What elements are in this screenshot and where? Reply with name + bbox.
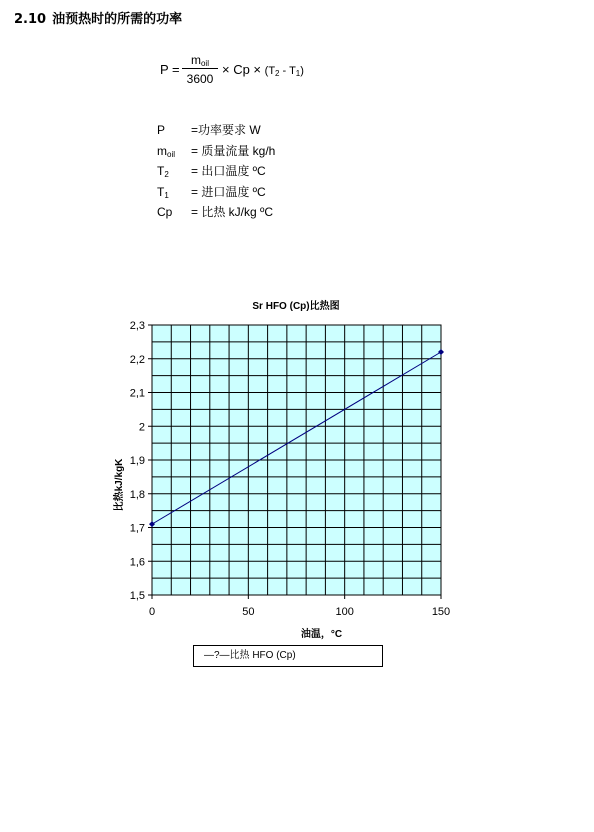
- chart-title: Sr HFO (Cp)比热图: [252, 301, 340, 312]
- definition-row: $m_{oil}$ = 质量流量 kg/h: [157, 143, 276, 159]
- definition-row: $T_1$ = 进口温度 ºC: [157, 184, 266, 200]
- formula-numerator: $m_{oil}$: [190, 53, 209, 68]
- definitions-list: [157, 122, 275, 225]
- definition-row: P =功率要求 W: [157, 123, 261, 137]
- x-tick-label: 50: [242, 606, 255, 618]
- section-heading: [14, 8, 182, 27]
- chart-legend: —?—比热 HFO (Cp): [193, 645, 383, 667]
- cp-chart: [100, 310, 480, 640]
- y-tick-label: 2,2: [129, 353, 145, 366]
- y-tick-label: 1,5: [129, 590, 145, 602]
- fraction-bar: [182, 68, 218, 69]
- y-tick-label: 2: [138, 421, 145, 434]
- definition-row: Cp = 比热 kJ/kg ºC: [157, 205, 274, 219]
- formula-denominator: 3600: [186, 72, 214, 86]
- y-axis-label: 比热kJ/kgK: [114, 458, 125, 512]
- formula-rest: × $Cp \times (T_2 - T_1)$: [222, 62, 304, 78]
- definition-row: $T_2$ = 出口温度 ºC: [157, 164, 266, 179]
- section-title: 油预热时的所需的功率: [52, 12, 183, 27]
- x-tick-label: 0: [148, 606, 156, 618]
- y-tick-label: 1,9: [129, 455, 145, 467]
- section-number: 2.10: [14, 12, 47, 27]
- y-tick-label: 2,1: [129, 387, 145, 400]
- y-tick-label: 1,8: [129, 488, 145, 501]
- x-axis-label: 油温，°C: [300, 629, 343, 640]
- x-tick-label: 100: [335, 606, 354, 618]
- formula-lhs: P =: [160, 62, 180, 77]
- y-tick-label: 2,3: [129, 320, 145, 332]
- y-tick-label: 1,6: [129, 556, 145, 569]
- y-tick-label: 1,7: [129, 522, 145, 535]
- x-tick-label: 150: [431, 606, 451, 618]
